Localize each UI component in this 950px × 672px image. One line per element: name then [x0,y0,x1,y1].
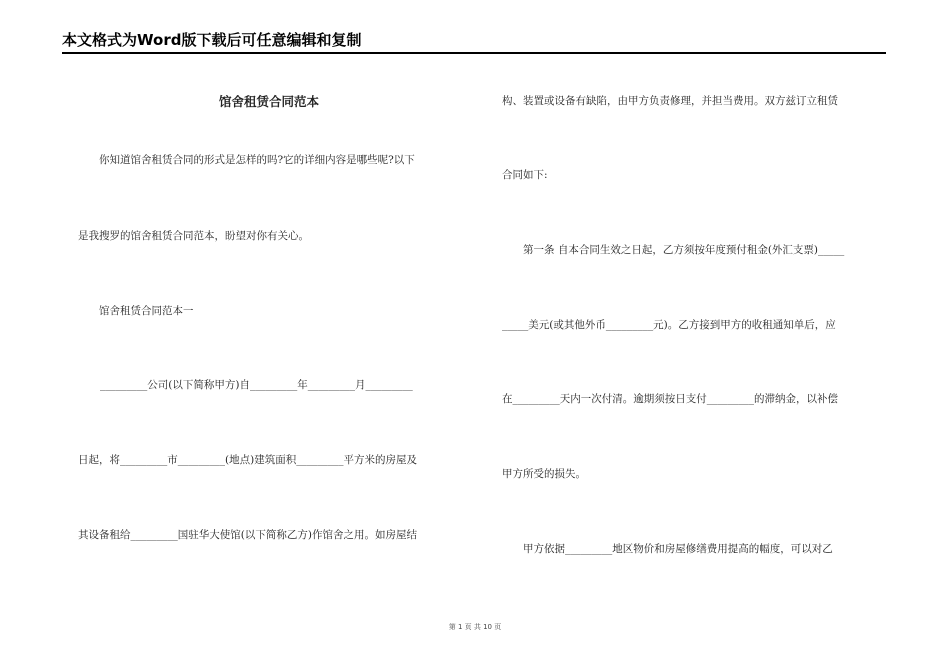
right-line-2: 合同如下: [502,169,548,181]
right-line-6: 甲方所受的损失。 [502,468,586,480]
left-line-1: 你知道馆舍租赁合同的形式是怎样的吗?它的详细内容是哪些呢?以下 [78,154,415,166]
right-line-3: 第一条 自本合同生效之日起，乙方须按年度预付租金(外汇支票)_____ [502,244,845,256]
right-line-1: 构、装置或设备有缺陷，由甲方负责修理，并担当费用。双方兹订立租赁 [502,95,838,107]
right-line-5: 在_________天内一次付清。逾期须按日支付_________的滞纳金，以补偿 [502,393,838,405]
header-divider [62,52,886,54]
left-line-6: 其设备租给_________国驻华大使馆(以下简称乙方)作馆舍之用。如房屋结 [78,529,417,541]
document-title: 馆舍租赁合同范本 [218,94,319,109]
page-number: 第 1 页 共 10 页 [448,623,502,631]
document-header [62,30,886,50]
left-line-3: 馆舍租赁合同范本一 [78,305,194,317]
left-line-2: 是我搜罗的馆舍租赁合同范本，盼望对你有关心。 [78,230,309,242]
header-title: 本文格式为Word版下载后可任意编辑和复制 [62,31,362,49]
right-line-4: _____美元(或其他外币_________元)。乙方接到甲方的收租通知单后，应 [502,319,836,331]
left-line-5: 日起，将_________市_________(地点)建筑面积_________平方米的房屋及 [78,454,417,466]
left-line-4: _________公司(以下简称甲方)自_________年_________月_________ [100,379,413,391]
right-line-7: 甲方依据_________地区物价和房屋修缮费用提高的幅度，可以对乙 [502,543,833,555]
